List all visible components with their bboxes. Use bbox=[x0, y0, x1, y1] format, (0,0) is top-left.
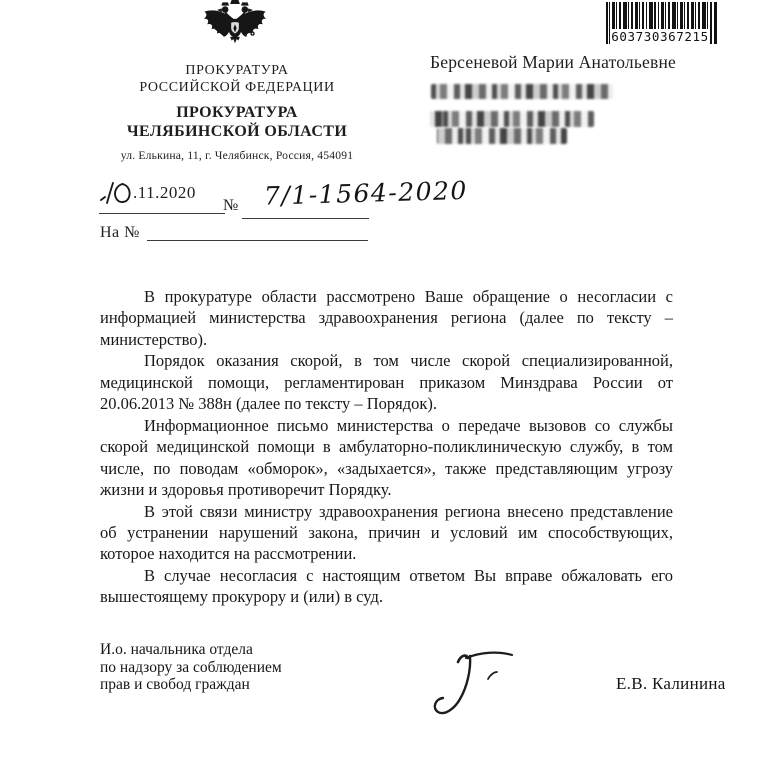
signer-position-line2: по надзору за соблюдением bbox=[100, 658, 282, 676]
handwritten-document-number: 7/1-1564-2020 bbox=[263, 175, 469, 211]
redacted-address-line-1 bbox=[431, 84, 613, 99]
recipient-name: Берсеневой Марии Анатольевне bbox=[430, 52, 676, 72]
org-name-regional-line2: ЧЕЛЯБИНСКОЙ ОБЛАСТИ bbox=[126, 123, 348, 140]
redacted-address-line-2 bbox=[430, 111, 594, 127]
paragraph-4: В этой связи министру здравоохранения региона внесено представление об устранении нарушений закона, причин и условий им способствующих, которое находится на рассмотрении. bbox=[100, 501, 673, 564]
paragraph-2: Порядок оказания скорой, в том числе скорой специализированной, медицинской помощи, регламентирован приказом Минздрава России от 20.06.2013 № 388н (далее по тексту – Порядок). bbox=[100, 351, 673, 414]
barcode-digits: 603730367215 bbox=[611, 29, 709, 44]
org-name-regional-line1: ПРОКУРАТУРА bbox=[176, 104, 298, 121]
letterhead bbox=[116, 62, 358, 141]
paragraph-3: Информационное письмо министерства о передаче вызовов со службы скорой медицинской помощи в амбулаторно-поликлиническую службу, в том числе, по поводам «обморок», «задыхается», также представляющим угрозу жизни и здоровья противоречит Порядку. bbox=[100, 415, 673, 500]
barcode bbox=[606, 2, 720, 45]
date-underline bbox=[99, 213, 225, 214]
paragraph-5: В случае несогласия с настоящим ответом Вы вправе обжаловать его вышестоящему прокурору и (или) в суд. bbox=[100, 565, 673, 607]
redacted-address-line-3 bbox=[437, 128, 567, 144]
reply-reference-label: На № bbox=[100, 224, 140, 241]
signer-name: Е.В. Калинина bbox=[616, 674, 726, 693]
handwritten-date-day bbox=[99, 180, 135, 208]
signer-position bbox=[100, 641, 360, 694]
letter-body bbox=[100, 286, 673, 608]
org-name-federal-line2: РОССИЙСКОЙ ФЕДЕРАЦИИ bbox=[139, 80, 335, 95]
signer-position-line1: И.о. начальника отдела bbox=[100, 641, 253, 658]
date-printed: .11.2020 bbox=[133, 183, 196, 202]
reply-reference-underline bbox=[147, 240, 368, 241]
signer-position-line3: прав и свобод граждан bbox=[100, 676, 250, 694]
number-underline bbox=[242, 218, 369, 219]
org-address: ул. Елькина, 11, г. Челябинск, Россия, 454091 bbox=[120, 149, 354, 162]
number-label: № bbox=[223, 197, 239, 214]
org-name-federal-line1: ПРОКУРАТУРА bbox=[185, 63, 289, 78]
coat-of-arms-eagle-icon bbox=[200, 0, 270, 58]
handwritten-signature bbox=[426, 645, 534, 740]
paragraph-1: В прокуратуре области рассмотрено Ваше обращение о несогласии с информацией министерства здравоохранения региона (далее по тексту – министерство). bbox=[100, 287, 673, 349]
